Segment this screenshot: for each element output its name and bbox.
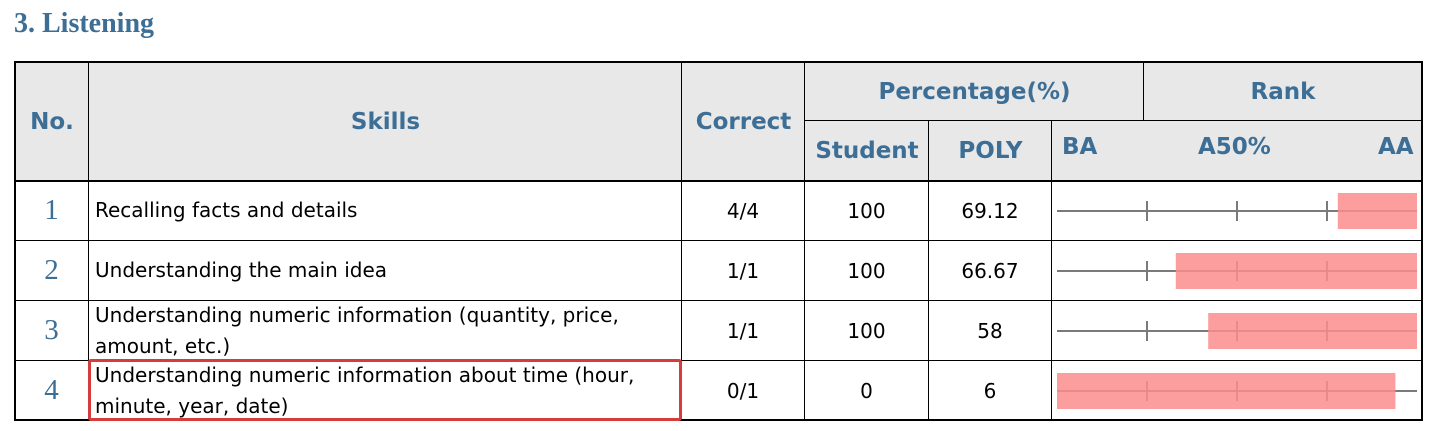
row-number: 1	[44, 194, 59, 226]
header-student: Student	[805, 121, 929, 181]
grid-line	[1421, 61, 1423, 421]
poly-percentage: 69.12	[961, 198, 1019, 223]
highlight-box	[88, 359, 682, 421]
skill-name: Understanding numeric information (quantity, price, amount, etc.)	[95, 302, 619, 358]
header-ba: BA	[1062, 134, 1098, 160]
row-number: 2	[44, 254, 59, 286]
header-percentage: Percentage(%)	[805, 62, 1144, 121]
rank-bar	[1053, 241, 1421, 300]
student-percentage: 0	[860, 378, 873, 403]
header-rank: Rank	[1144, 62, 1422, 121]
correct-value: 1/1	[726, 258, 760, 283]
poly-percentage: 6	[983, 378, 997, 403]
row-number: 3	[44, 314, 59, 346]
student-percentage: 100	[847, 258, 886, 283]
correct-value: 4/4	[726, 198, 760, 223]
grid-line	[14, 300, 1423, 301]
rank-range-fill	[1208, 313, 1417, 349]
student-percentage: 100	[847, 198, 886, 223]
student-percentage: 100	[847, 318, 886, 343]
rank-bar	[1053, 301, 1421, 360]
rank-range-fill	[1176, 253, 1417, 289]
poly-percentage: 58	[977, 318, 1003, 343]
rank-bar	[1053, 181, 1421, 240]
grid-line	[804, 61, 805, 421]
correct-value: 0/1	[726, 378, 760, 403]
header-skills: Skills	[89, 62, 682, 181]
grid-line	[1051, 121, 1052, 421]
grid-line	[928, 121, 929, 421]
grid-line	[1143, 61, 1144, 121]
header-aa: AA	[1378, 134, 1414, 160]
skill-name: Understanding the main idea	[95, 258, 388, 282]
row-number: 4	[44, 374, 59, 406]
grid-line	[14, 61, 1423, 63]
rank-range-fill	[1057, 373, 1395, 409]
skill-name: Understanding numeric information about time (hour, minute, year, date)	[95, 362, 635, 418]
grid-line	[805, 120, 1422, 121]
header-a50: A50%	[1198, 134, 1271, 160]
skill-name: Recalling facts and details	[95, 198, 358, 222]
poly-percentage: 66.67	[961, 258, 1019, 283]
rank-bar	[1053, 361, 1421, 420]
section-title: 3. Listening	[14, 8, 155, 39]
header-correct: Correct	[682, 62, 805, 181]
correct-value: 1/1	[726, 318, 760, 343]
grid-line	[14, 61, 16, 421]
rank-range-fill	[1338, 193, 1417, 229]
grid-line	[14, 180, 1423, 182]
grid-line	[14, 240, 1423, 241]
header-poly: POLY	[929, 121, 1052, 181]
header-no: No.	[15, 62, 89, 181]
